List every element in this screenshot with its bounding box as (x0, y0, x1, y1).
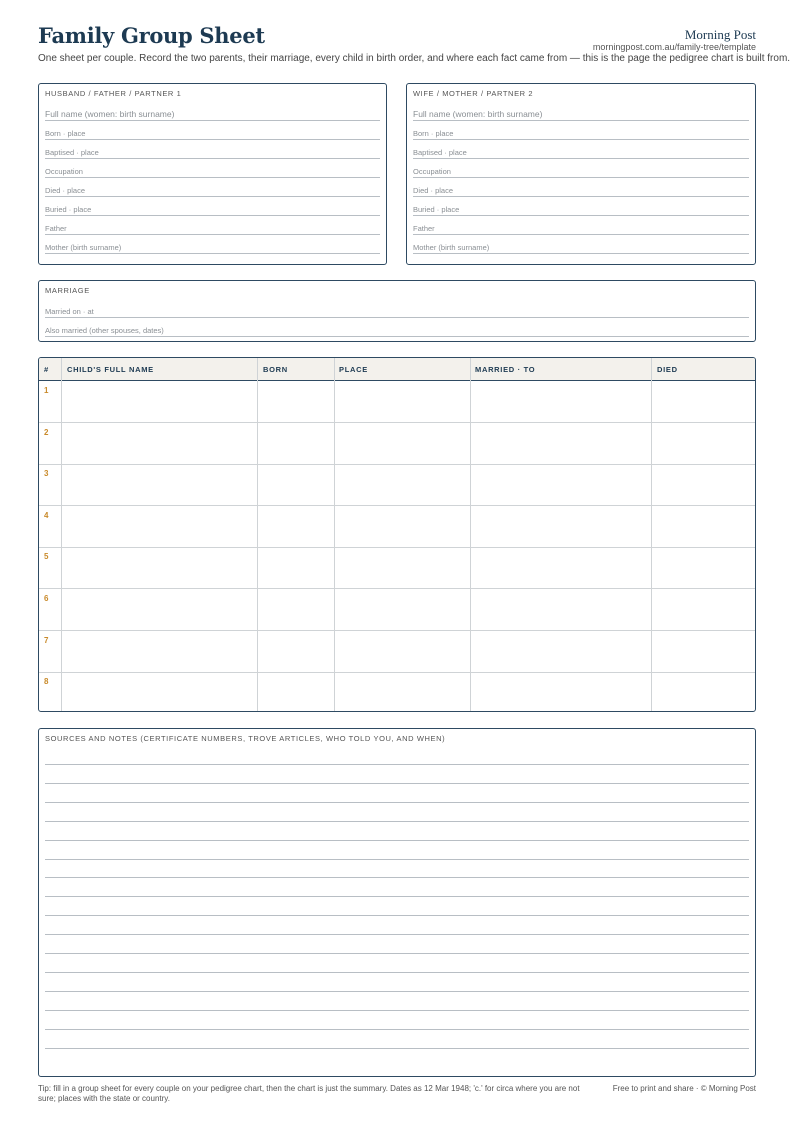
row-number: 1 (44, 386, 49, 395)
note-line[interactable] (45, 896, 749, 897)
table-row[interactable] (39, 381, 755, 423)
note-line[interactable] (45, 991, 749, 992)
wife-born-field[interactable]: Born · place (413, 121, 749, 140)
table-row[interactable] (39, 631, 755, 673)
row-number: 4 (44, 510, 49, 520)
column-header-died: DIED (657, 365, 678, 374)
husband-mother-field[interactable]: Mother (birth surname) (45, 235, 380, 254)
husband-father-field[interactable]: Father (45, 216, 380, 235)
wife-full-name-field[interactable]: Full name (women: birth surname) (413, 102, 749, 121)
husband-buried-field[interactable]: Buried · place (45, 197, 380, 216)
wife-died-field[interactable]: Died · place (413, 178, 749, 197)
husband-section-label: HUSBAND / FATHER / PARTNER 1 (45, 89, 182, 98)
note-line[interactable] (45, 915, 749, 916)
wife-baptised-field[interactable]: Baptised · place (413, 140, 749, 159)
note-line[interactable] (45, 1048, 749, 1049)
column-header-place: PLACE (339, 365, 368, 374)
footer-copyright: Free to print and share · © Morning Post (612, 1084, 756, 1093)
note-line[interactable] (45, 840, 749, 841)
note-line[interactable] (45, 859, 749, 860)
table-row[interactable] (39, 506, 755, 548)
brand-url: morningpost.com.au/family-tree/template (592, 42, 756, 52)
column-header-number: # (44, 365, 49, 374)
row-number: 6 (44, 594, 49, 603)
sources-notes-section (38, 728, 756, 1077)
note-line[interactable] (45, 877, 749, 878)
note-line[interactable] (45, 783, 749, 784)
children-table-header (39, 358, 755, 381)
note-line[interactable] (45, 764, 749, 765)
husband-full-name-field[interactable]: Full name (women: birth surname) (45, 102, 380, 121)
sources-notes-label: SOURCES AND NOTES (CERTIFICATE NUMBERS, TROVE ARTICLES, WHO TOLD YOU, AND WHEN) (45, 734, 446, 743)
row-number: 5 (44, 552, 49, 562)
row-number: 8 (44, 677, 49, 687)
column-header-married-to: MARRIED · TO (475, 365, 536, 374)
note-line[interactable] (45, 802, 749, 803)
husband-born-field[interactable]: Born · place (45, 121, 380, 140)
row-number: 3 (44, 469, 49, 479)
row-number: 7 (44, 635, 49, 645)
marriage-section (38, 280, 756, 342)
note-line[interactable] (45, 1010, 749, 1011)
intro-text: One sheet per couple. Record the two parents, their marriage, every child in birth order, and where each fact came from — this is the page the pedigree chart is built from. (38, 53, 791, 64)
wife-section-label: WIFE / MOTHER / PARTNER 2 (413, 89, 534, 98)
table-row[interactable] (39, 423, 755, 465)
wife-occupation-field[interactable]: Occupation (413, 159, 749, 178)
husband-occupation-field[interactable]: Occupation (45, 159, 380, 178)
table-row[interactable] (39, 672, 755, 712)
table-row[interactable] (39, 589, 755, 631)
column-header-born: BORN (263, 365, 288, 374)
marriage-date-place-field[interactable]: Married on · at (45, 299, 749, 318)
note-line[interactable] (45, 972, 749, 973)
column-header-child-name: CHILD'S FULL NAME (67, 365, 154, 374)
wife-mother-field[interactable]: Mother (birth surname) (413, 235, 749, 254)
table-row[interactable] (39, 464, 755, 506)
brand-name: Morning Post (684, 27, 756, 42)
wife-section (406, 83, 756, 265)
footer-tip: Tip: fill in a group sheet for every couple on your pedigree chart, then the chart is just the summary. Dates as 12 Mar 1948; 'c.' for circa where you are not sure; places with the state or country. (38, 1084, 580, 1103)
other-spouses-field[interactable]: Also married (other spouses, dates) (45, 318, 749, 337)
husband-section (38, 83, 387, 265)
husband-baptised-field[interactable]: Baptised · place (45, 140, 380, 159)
marriage-section-label: MARRIAGE (45, 286, 90, 295)
children-table (38, 357, 756, 712)
note-line[interactable] (45, 953, 749, 954)
row-number: 2 (44, 427, 49, 437)
table-row[interactable] (39, 547, 755, 589)
wife-buried-field[interactable]: Buried · place (413, 197, 749, 216)
page-title: Family Group Sheet (38, 23, 265, 48)
note-line[interactable] (45, 934, 749, 935)
husband-died-field[interactable]: Died · place (45, 178, 380, 197)
note-line[interactable] (45, 821, 749, 822)
wife-father-field[interactable]: Father (413, 216, 749, 235)
note-line[interactable] (45, 1029, 749, 1030)
